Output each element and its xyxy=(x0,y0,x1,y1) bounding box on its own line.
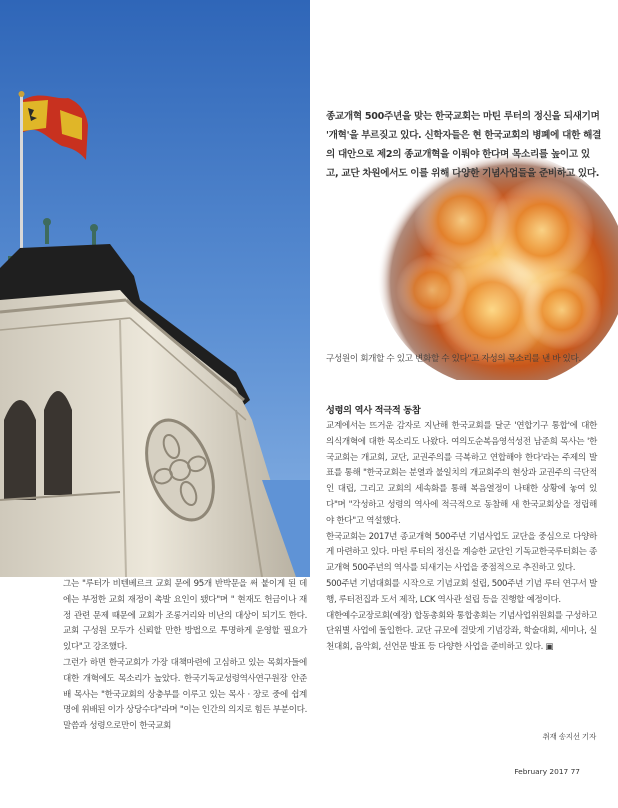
right-paragraph-1: 교계에서는 뜨거운 감자로 지난해 한국교회를 달군 '연합기구 통합'에 대한 의식개혁에 대한 목소리도 나왔다. 여의도순복음영석성전 남준희 목사는 '한국교회는 개교회, 교단, 교권주의를 극복하고 연합해야 한다'라는 주제의 발표를 통해 "한국교회는 분열과 불일치의 개교회주의 현상과 교권주의 극단적인 대립, 그리고 교회의 세속화를 통해 복음열정이 나태한 상황에 놓여 있다"며 "각성하고 성령의 역사에 적극적으로 동참해 새 한국교회상을 정립해야 한다"고 역설했다. xyxy=(326,421,597,526)
right-column-continuation xyxy=(326,352,596,368)
left-paragraph-1: 그는 "루터가 비텐베르크 교회 문에 95개 반박문을 써 붙이게 된 데에는 부정한 교회 재정이 촉발 요인이 됐다"며 " 현재도 헌금이나 재정 관련 문제 때문에 교회가 조롱거리와 비난의 대상이 되기도 한다. 교회 구성원 모두가 신뢰할 만한 방법으로 투명하게 운영할 필요가 있다"고 강조했다. xyxy=(63,579,307,653)
page-folio: February 2017 77 xyxy=(514,767,580,776)
right-paragraph-2: 한국교회는 2017년 종교개혁 500주년 기념사업도 교단을 중심으로 다양하게 마련하고 있다. 마틴 루터의 정신을 계승한 교단인 기독교한국루터회는 종교개혁 500주년의 역사를 되새기는 사업을 중점적으로 추진하고 있다. xyxy=(326,531,597,574)
right-paragraph-4: 대한예수교장로회(예장) 합동총회와 통합총회는 기념사업위원회를 구성하고 단위별 사업에 돌입한다. 교단 규모에 걸맞게 기념강좌, 학술대회, 세미나, 실천대회, 음악회, 선언문 발표 등 다양한 사업을 준비하고 있다. ▣ xyxy=(326,610,597,653)
section-heading: 성령의 역사 적극적 동참 xyxy=(326,405,421,416)
continuation-text: 구성원이 회개할 수 있고 변화할 수 있다"고 자성의 목소리를 낸 바 있다. xyxy=(326,354,581,364)
left-paragraph-2: 그런가 하면 한국교회가 가장 대책마련에 고심하고 있는 목회자들에 대한 개혁에도 목소리가 높았다. 한국기독교성령역사연구원장 안준배 목사는 "한국교회의 상충부를 이루고 있는 목사 · 장로 중에 쉽계명에 위배된 이가 상당수다"라며 "이는 인간의 의지로 힘든 부분이다. 말씀과 성령으로만이 한국교회 xyxy=(63,657,307,732)
church-tower-photo xyxy=(0,0,310,577)
lead-paragraph xyxy=(326,107,602,183)
byline: 취재 송지선 기자 xyxy=(542,732,596,741)
right-column xyxy=(326,404,597,656)
left-column xyxy=(63,577,307,735)
lead-text: 종교개혁 500주년을 맞는 한국교회는 마틴 루터의 정신을 되새기며 '개혁'을 부르짖고 있다. 신학자들은 현 한국교회의 병폐에 대한 해결의 대안으로 제2의 종교개혁을 이뤄야 한다며 목소리를 높이고 있고, 교단 차원에서도 이를 위해 다양한 기념사업들을 준비하고 있다. xyxy=(326,111,602,179)
right-paragraph-3: 500주년 기념대회를 시작으로 기념교회 설립, 500주년 기념 루터 연구서 발행, 루터전집과 도서 제작, LCK 역사관 설립 등을 진행할 예정이다. xyxy=(326,578,597,605)
